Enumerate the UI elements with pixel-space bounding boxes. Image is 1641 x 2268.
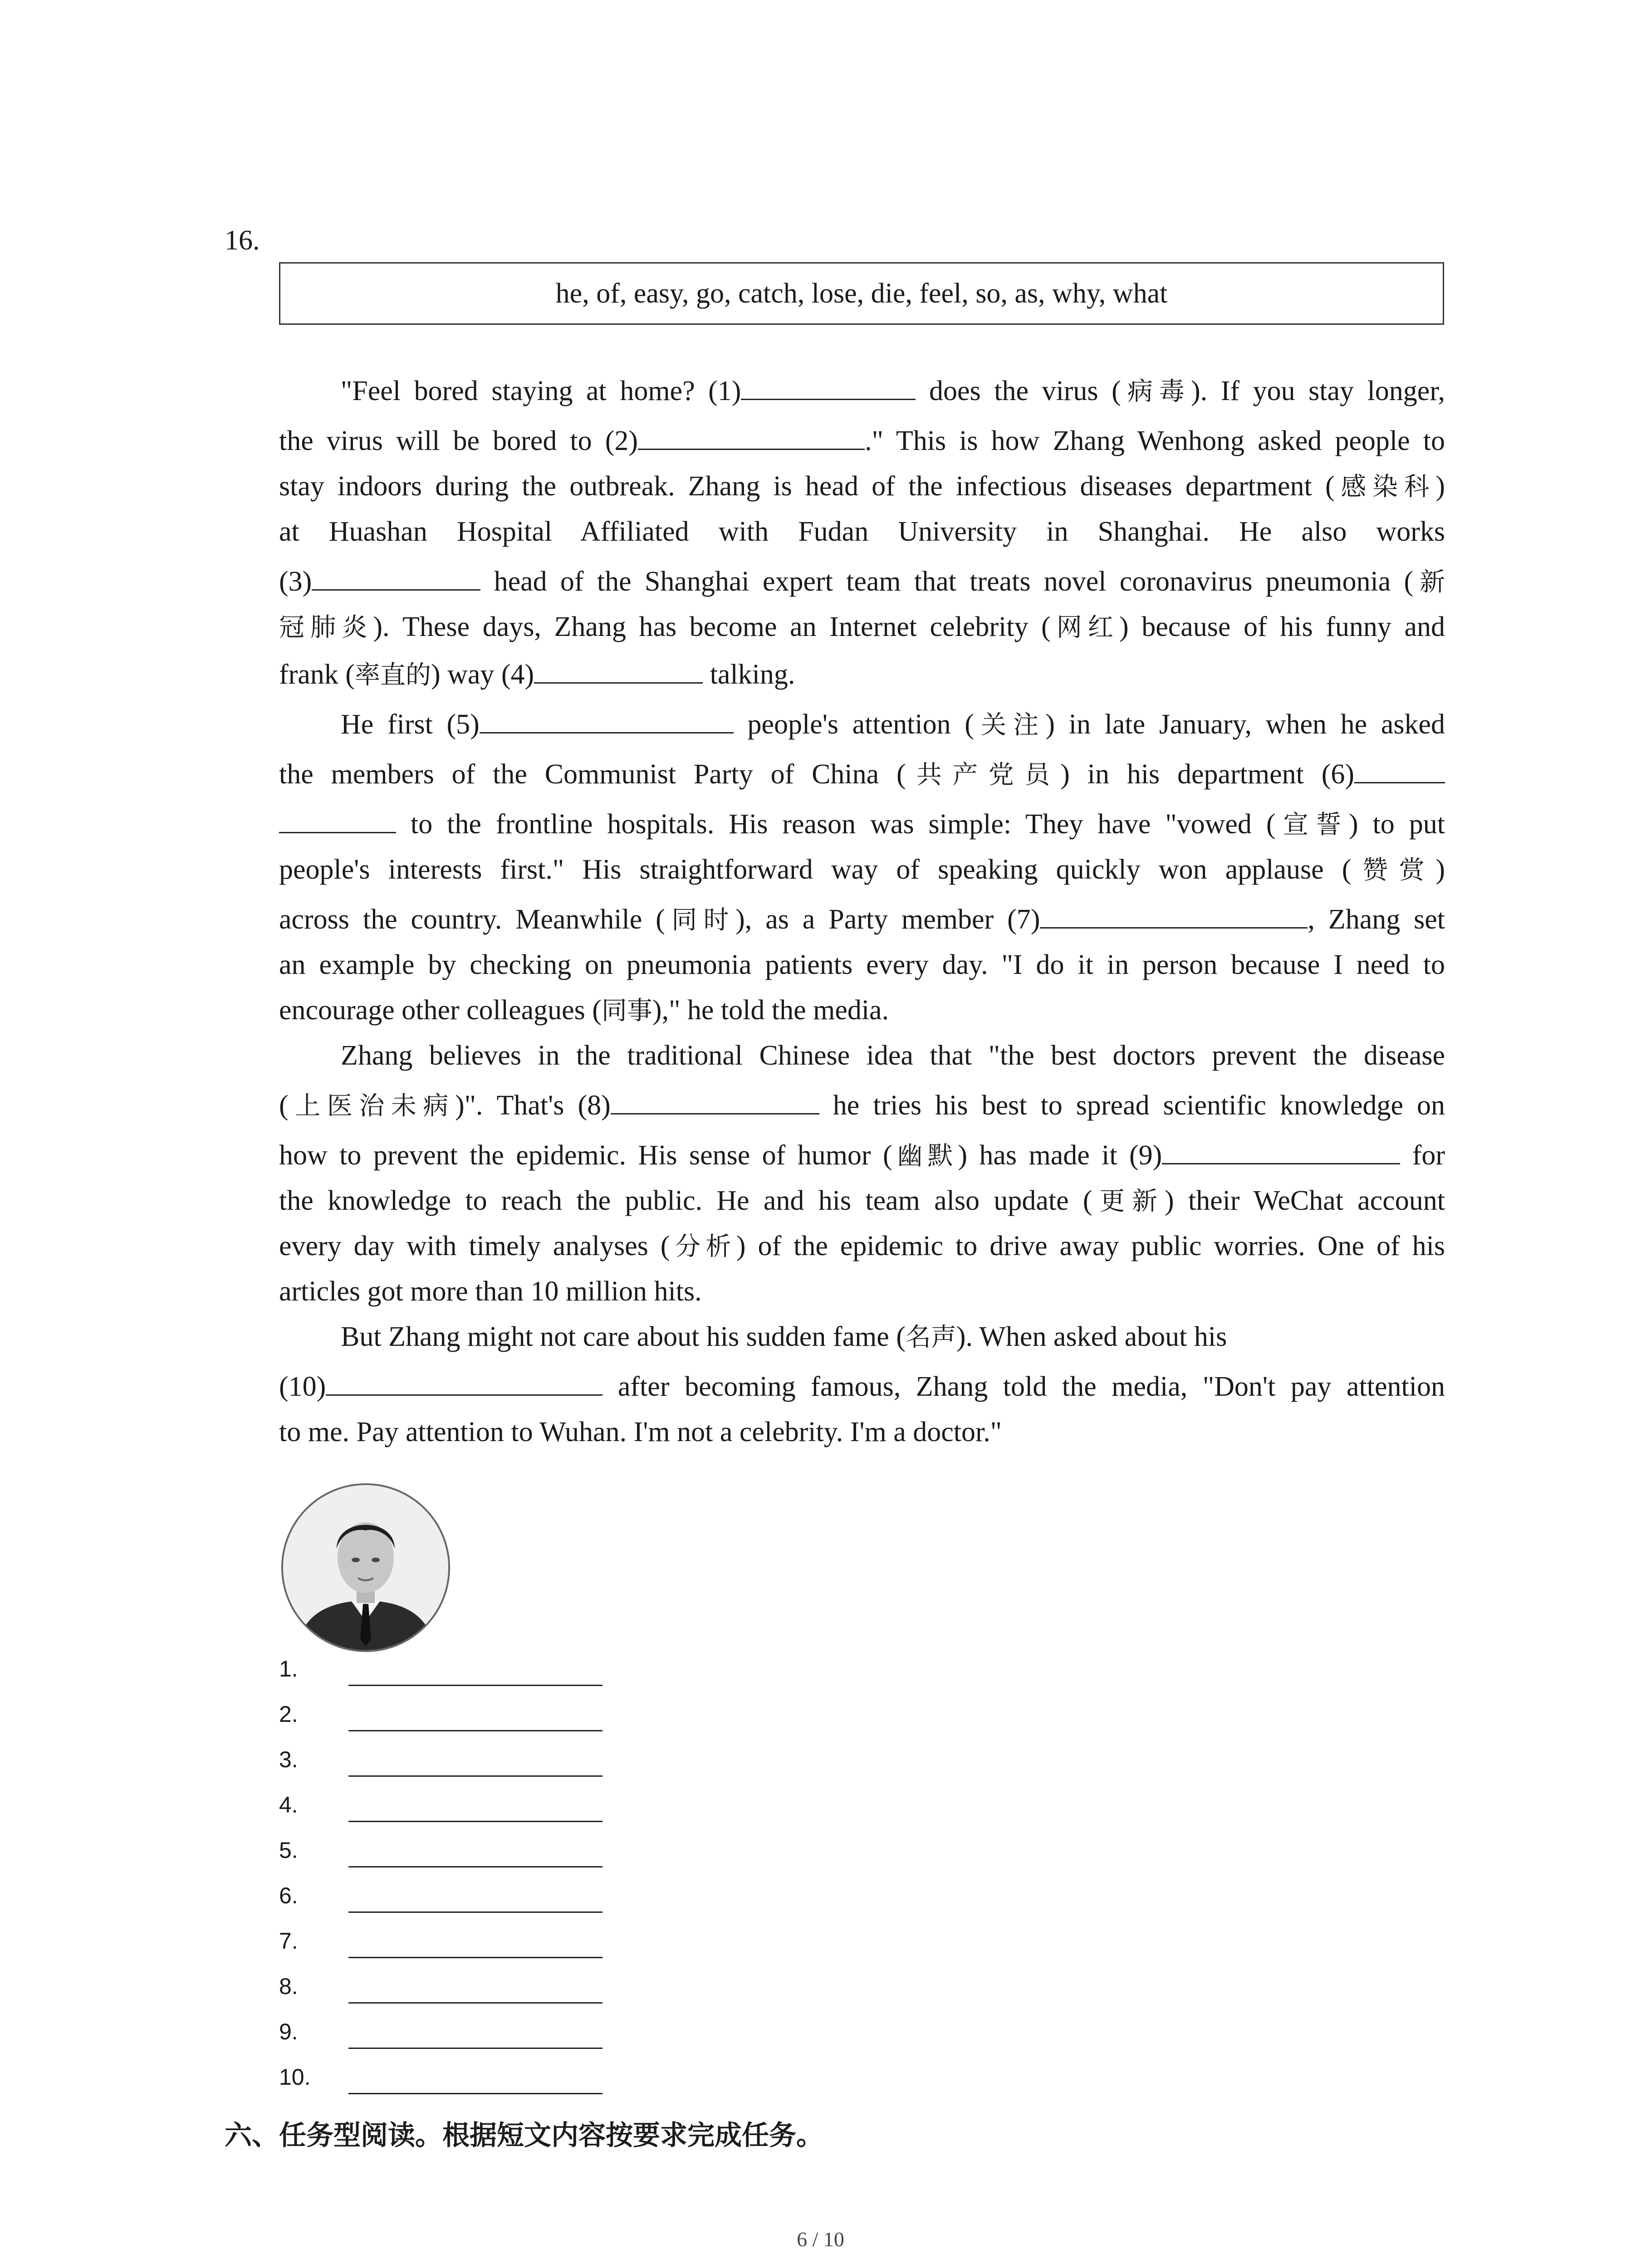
- passage-line: [279, 850, 1445, 890]
- word-bank-text: he, of, easy, go, catch, lose, die, feel, so, as, why, what: [555, 278, 1168, 309]
- passage-line: [279, 705, 1445, 744]
- passage-text: ) in late January, when he asked: [1045, 709, 1445, 740]
- passage-text: how to prevent the epidemic. His sense of humor (: [279, 1140, 892, 1171]
- passage-text: to the frontline hospitals. His reason was simple: They have "vowed (: [396, 809, 1276, 840]
- blank-1[interactable]: [741, 372, 916, 400]
- answer-row-1: [279, 1642, 642, 1687]
- passage-line: [279, 805, 1445, 844]
- answer-row-9: [279, 2005, 642, 2050]
- chinese-gloss: 率直的: [354, 660, 431, 690]
- blank-7[interactable]: [1040, 901, 1308, 929]
- passage-text: But Zhang might not care about his sudden fame (: [341, 1321, 906, 1352]
- chinese-gloss: 感染科: [1334, 472, 1436, 502]
- chinese-gloss: 冠肺炎: [279, 613, 373, 642]
- answer-blank-6[interactable]: [348, 1911, 603, 1913]
- chinese-gloss: 上医治未病: [288, 1091, 455, 1121]
- passage-text: ) of the epidemic to drive away public worries. One of his: [736, 1231, 1445, 1261]
- answer-number: 6.: [279, 1883, 298, 1908]
- passage-text: ). If you stay longer,: [1191, 376, 1445, 406]
- answer-row-3: [279, 1733, 642, 1778]
- chinese-gloss: 更新: [1092, 1187, 1165, 1216]
- answer-blank-8[interactable]: [348, 2002, 603, 2004]
- blank-9[interactable]: [1162, 1137, 1400, 1164]
- answer-row-2: [279, 1687, 642, 1733]
- passage-text: to me. Pay attention to Wuhan. I'm not a celebrity. I'm a doctor.": [279, 1417, 1002, 1447]
- chinese-gloss: 共产党员: [906, 760, 1061, 790]
- passage-text: ). When asked about his: [956, 1321, 1227, 1352]
- answer-number: 1.: [279, 1656, 298, 1681]
- passage-line: [279, 422, 1445, 460]
- passage-line: [279, 1182, 1445, 1221]
- passage-text: ) has made it (9): [958, 1140, 1162, 1171]
- passage-line: [279, 1272, 1445, 1310]
- passage-text: the members of the Communist Party of China (: [279, 759, 906, 790]
- passage-text: the virus will be bored to (2): [279, 425, 638, 456]
- answer-row-5: [279, 1823, 642, 1869]
- passage-text: across the country. Meanwhile (: [279, 904, 665, 935]
- chinese-gloss: 同事: [601, 996, 652, 1026]
- passage-line: [279, 1086, 1445, 1125]
- answer-blank-9[interactable]: [348, 2048, 603, 2049]
- passage-text: at Huashan Hospital Affiliated with Fudan University in Shanghai. He also works: [279, 516, 1445, 547]
- passage-line: [279, 1413, 1445, 1451]
- answer-number: 10.: [279, 2064, 311, 2090]
- passage-line: [279, 900, 1445, 939]
- passage-text: people's attention (: [733, 709, 974, 740]
- page-indicator: 6 / 10: [797, 2228, 844, 2251]
- passage-text: after becoming famous, Zhang told the media, "Don't pay attention: [603, 1371, 1445, 1402]
- passage-line: [279, 467, 1445, 506]
- passage-text: ). These days, Zhang has become an Internet celebrity (: [373, 611, 1051, 642]
- passage-text: every day with timely analyses (: [279, 1231, 670, 1261]
- passage-line: [279, 513, 1445, 551]
- passage-text: ) to put: [1348, 809, 1445, 840]
- blank-2[interactable]: [638, 422, 865, 450]
- passage-text: he tries his best to spread scientific knowledge on: [819, 1090, 1445, 1121]
- answer-blank-5[interactable]: [348, 1866, 603, 1867]
- passage-line: [279, 1136, 1445, 1175]
- answer-blank-1[interactable]: [348, 1685, 603, 1686]
- answer-number: 8.: [279, 1974, 298, 1999]
- passage-text: frank (: [279, 659, 355, 690]
- chinese-gloss: 新: [1413, 567, 1445, 597]
- passage-line: [279, 608, 1445, 647]
- answer-number: 2.: [279, 1701, 298, 1727]
- chinese-gloss: 赞赏: [1351, 855, 1436, 885]
- portrait-photo: [281, 1483, 450, 1652]
- blank-4[interactable]: [534, 656, 703, 684]
- blank-8[interactable]: [611, 1087, 819, 1114]
- passage-line: [279, 372, 1445, 411]
- blank-5[interactable]: [480, 706, 734, 733]
- passage-text: people's interests first." His straightforward way of speaking quickly won applause (: [279, 854, 1352, 885]
- passage-line: [279, 946, 1445, 984]
- passage-text: ) way (4): [431, 659, 534, 690]
- blank-3[interactable]: [312, 563, 480, 591]
- passage-text: ): [1435, 471, 1445, 502]
- chinese-gloss: 名声: [905, 1323, 956, 1352]
- answer-number: 3.: [279, 1747, 298, 1772]
- passage-text: (: [279, 1090, 289, 1121]
- passage-line: [279, 655, 1445, 694]
- passage-text: He first (5): [341, 709, 480, 740]
- passage-text: Zhang believes in the traditional Chinese idea that "the best doctors prevent the disease: [341, 1040, 1445, 1071]
- passage-text: the knowledge to reach the public. He and his team also update (: [279, 1185, 1092, 1216]
- blank-6-part-1[interactable]: [1354, 756, 1445, 783]
- answer-number: 9.: [279, 2019, 298, 2044]
- passage-text: an example by checking on pneumonia patients every day. "I do it in person because I need to: [279, 949, 1445, 980]
- passage-text: ) because of his funny and: [1119, 611, 1445, 642]
- passage-text: does the virus (: [916, 376, 1121, 406]
- chinese-gloss: 分析: [670, 1232, 736, 1261]
- passage-line: [279, 1227, 1445, 1266]
- answer-blank-2[interactable]: [348, 1730, 603, 1731]
- blank-6-part-2[interactable]: [279, 806, 396, 833]
- passage-text: for: [1400, 1140, 1445, 1171]
- answer-blank-10[interactable]: [348, 2093, 603, 2094]
- passage-text: articles got more than 10 million hits.: [279, 1276, 702, 1307]
- answer-blank-7[interactable]: [348, 1957, 603, 1958]
- passage-text: ), as a Party member (7): [735, 904, 1040, 935]
- passage-text: , Zhang set: [1308, 904, 1445, 935]
- passage-line: [279, 1368, 1445, 1406]
- answer-blank-4[interactable]: [348, 1821, 603, 1822]
- passage-text: )". That's (8): [455, 1090, 611, 1121]
- passage-text: ) in his department (6): [1060, 759, 1354, 790]
- passage-text: stay indoors during the outbreak. Zhang is head of the infectious diseases department (: [279, 471, 1335, 502]
- answer-row-10: [279, 2050, 642, 2096]
- passage-text: "Feel bored staying at home? (1): [341, 376, 741, 406]
- answer-number: 7.: [279, 1928, 298, 1954]
- chinese-gloss: 病毒: [1121, 377, 1191, 406]
- passage-text: encourage other colleagues (: [279, 995, 602, 1026]
- chinese-gloss: 幽默: [892, 1141, 958, 1171]
- answer-number: 5.: [279, 1838, 298, 1863]
- chinese-gloss: 网红: [1050, 613, 1119, 642]
- person-portrait-icon: [283, 1485, 448, 1650]
- passage-text: head of the Shanghai expert team that treats novel coronavirus pneumonia (: [480, 566, 1414, 597]
- passage-line: [279, 1318, 1445, 1357]
- passage-text: ) their WeChat account: [1165, 1185, 1445, 1216]
- passage-text: ): [1435, 854, 1445, 885]
- passage-line: [279, 1036, 1445, 1075]
- answer-row-7: [279, 1914, 642, 1960]
- passage-text: )," he told the media.: [652, 995, 889, 1026]
- answer-row-6: [279, 1869, 642, 1914]
- chinese-gloss: 宣誓: [1275, 810, 1349, 840]
- answer-row-4: [279, 1778, 642, 1823]
- question-number: 16.: [225, 225, 260, 256]
- passage-line: [279, 562, 1445, 601]
- blank-10[interactable]: [326, 1368, 603, 1396]
- section-heading: 六、任务型阅读。根据短文内容按要求完成任务。: [225, 2120, 823, 2151]
- chinese-gloss: 同时: [665, 905, 736, 935]
- passage-line: [279, 755, 1445, 794]
- answer-row-8: [279, 1960, 642, 2005]
- answer-blank-3[interactable]: [348, 1775, 603, 1777]
- word-bank-box: [279, 262, 1444, 325]
- passage-text: talking.: [703, 659, 795, 690]
- chinese-gloss: 关注: [974, 710, 1046, 740]
- passage-text: ." This is how Zhang Wenhong asked people to: [865, 425, 1445, 456]
- passage-line: [279, 991, 1445, 1030]
- answer-number: 4.: [279, 1792, 298, 1818]
- passage-text: (10): [279, 1371, 326, 1402]
- passage-text: (3): [279, 566, 312, 597]
